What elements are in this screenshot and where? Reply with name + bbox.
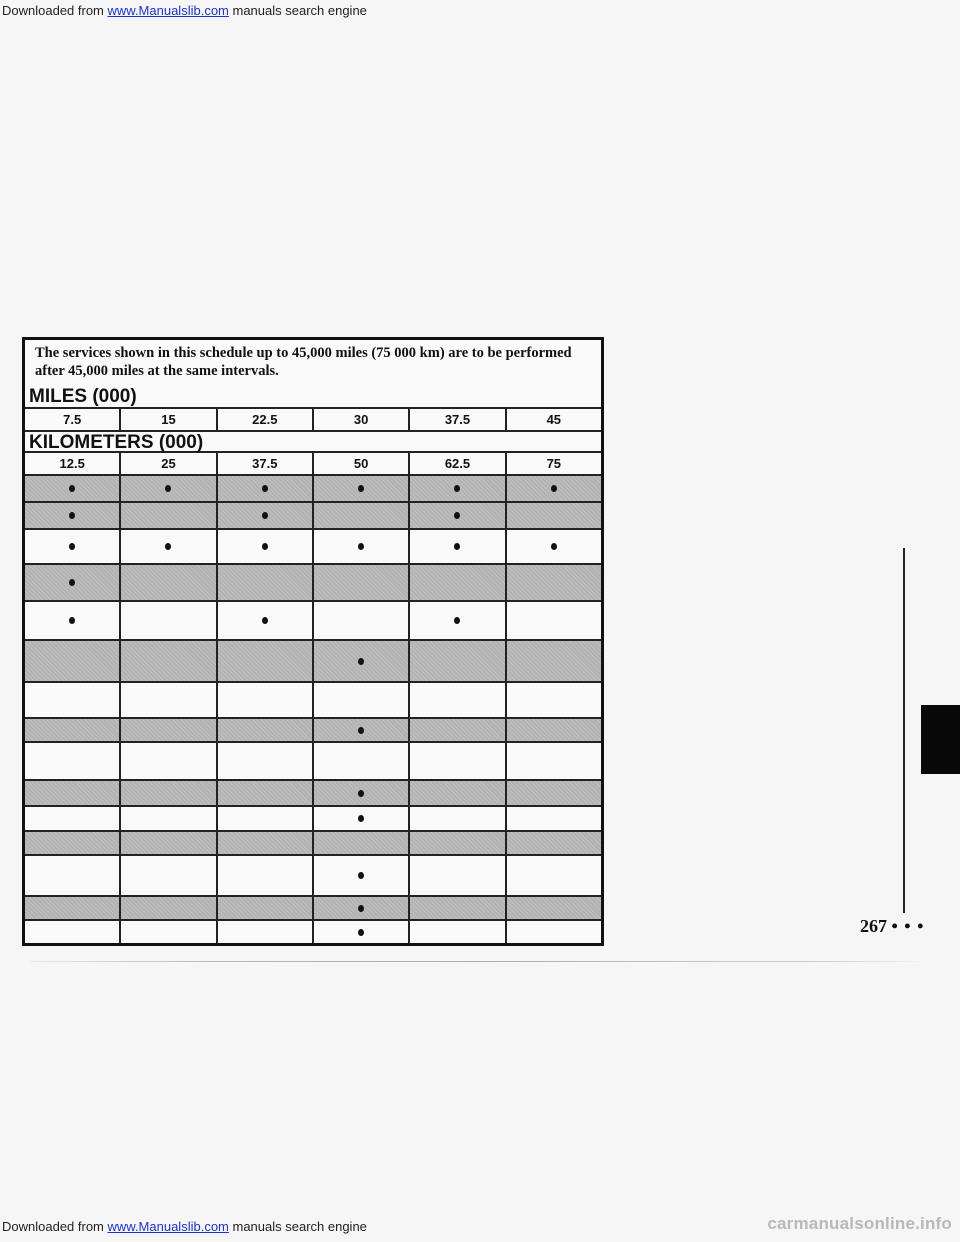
service-cell: [505, 856, 601, 895]
service-cell: [505, 897, 601, 919]
service-dot-icon: [551, 543, 557, 550]
service-cell: [408, 743, 504, 779]
kilometers-cell: 12.5: [59, 456, 85, 471]
service-cell: [25, 897, 119, 919]
service-row: [25, 717, 601, 741]
service-dot-icon: [358, 485, 364, 492]
service-cell: [216, 641, 312, 681]
service-cell: [408, 503, 504, 528]
service-cell: [505, 832, 601, 854]
manualslib-link[interactable]: www.Manualslib.com: [107, 1219, 229, 1234]
miles-heading: MILES (000): [29, 386, 137, 407]
service-cell: [25, 807, 119, 830]
service-cell: [216, 719, 312, 741]
service-cell: [119, 921, 215, 943]
kilometers-cell: 62.5: [408, 453, 504, 474]
service-cell: [408, 856, 504, 895]
service-cell: [119, 565, 215, 600]
banner-prefix: Downloaded from: [2, 3, 108, 18]
service-cell: [312, 530, 408, 563]
maintenance-schedule-table: [22, 337, 604, 946]
kilometers-cell: 25: [119, 453, 215, 474]
service-dot-icon: [165, 485, 171, 492]
section-tab-marker: [921, 705, 960, 774]
service-dot-icon: [358, 543, 364, 550]
source-banner-top: [0, 0, 960, 28]
service-cell: [505, 476, 601, 501]
service-cell: [505, 921, 601, 943]
service-cell: [408, 921, 504, 943]
service-dot-icon: [358, 790, 364, 797]
service-row: [25, 600, 601, 639]
service-dot-icon: [262, 485, 268, 492]
service-dot-icon: [454, 617, 460, 624]
service-cell: [216, 503, 312, 528]
service-cell: [119, 781, 215, 805]
service-cell: [119, 719, 215, 741]
service-cell: [312, 476, 408, 501]
service-cell: [216, 856, 312, 895]
service-dot-icon: [551, 485, 557, 492]
service-dot-icon: [358, 815, 364, 822]
service-cell: [216, 683, 312, 717]
service-cell: [312, 921, 408, 943]
service-dot-icon: [454, 485, 460, 492]
footer-rule: [30, 961, 920, 962]
service-cell: [25, 856, 119, 895]
service-dot-icon: [69, 512, 75, 519]
service-cell: [312, 503, 408, 528]
kilometers-cell: 50: [312, 453, 408, 474]
banner-prefix: Downloaded from: [2, 1219, 108, 1234]
service-cell: [216, 565, 312, 600]
service-row: [25, 563, 601, 600]
service-cell: [25, 565, 119, 600]
service-cell: [505, 781, 601, 805]
service-dot-icon: [358, 658, 364, 665]
miles-cell: 7.5: [63, 412, 82, 427]
service-cell: [408, 641, 504, 681]
service-cell: [312, 807, 408, 830]
service-cell: [312, 856, 408, 895]
service-cell: [119, 832, 215, 854]
service-dot-icon: [358, 929, 364, 936]
service-row: [25, 895, 601, 919]
service-cell: [408, 897, 504, 919]
kilometers-heading: KILOMETERS (000): [25, 430, 601, 451]
service-dot-icon: [454, 512, 460, 519]
service-dot-icon: [165, 543, 171, 550]
service-cell: [312, 602, 408, 639]
margin-rule: [903, 548, 905, 913]
manualslib-link[interactable]: www.Manualslib.com: [107, 3, 229, 18]
service-dot-icon: [358, 727, 364, 734]
service-cell: [119, 476, 215, 501]
service-row: [25, 830, 601, 854]
service-cell: [25, 832, 119, 854]
service-cell: [119, 602, 215, 639]
service-cell: [119, 641, 215, 681]
service-row: [25, 639, 601, 681]
service-cell: [312, 683, 408, 717]
service-cell: [119, 503, 215, 528]
service-cell: [119, 807, 215, 830]
service-dot-icon: [262, 512, 268, 519]
miles-cell: 22.5: [216, 409, 312, 430]
service-cell: [25, 921, 119, 943]
service-cell: [119, 856, 215, 895]
service-cell: [312, 743, 408, 779]
service-cell: [25, 743, 119, 779]
miles-cell: 30: [312, 409, 408, 430]
service-cell: [312, 832, 408, 854]
service-cell: [119, 683, 215, 717]
service-cell: [505, 743, 601, 779]
service-cell: [25, 683, 119, 717]
service-cell: [25, 503, 119, 528]
service-cell: [408, 719, 504, 741]
service-cell: [312, 565, 408, 600]
service-row: [25, 919, 601, 943]
service-cell: [216, 476, 312, 501]
service-cell: [216, 530, 312, 563]
service-row: [25, 779, 601, 805]
service-cell: [25, 719, 119, 741]
service-cell: [505, 719, 601, 741]
service-cell: [312, 781, 408, 805]
service-cell: [408, 530, 504, 563]
service-dot-icon: [69, 579, 75, 586]
schedule-note: The services shown in this schedule up to 45,000 miles (75 000 km) are to be performed after 45,000 miles at the same intervals.: [35, 345, 572, 379]
kilometers-cell: 75: [505, 453, 601, 474]
service-cell: [25, 781, 119, 805]
miles-cell: 15: [119, 409, 215, 430]
service-cell: [216, 832, 312, 854]
service-cell: [408, 832, 504, 854]
service-row: [25, 854, 601, 895]
service-row: [25, 474, 601, 501]
miles-cell: 45: [505, 409, 601, 430]
service-cell: [408, 602, 504, 639]
service-row: [25, 501, 601, 528]
service-cell: [505, 565, 601, 600]
miles-cell: 37.5: [408, 409, 504, 430]
service-row: [25, 681, 601, 717]
service-cell: [408, 807, 504, 830]
service-cell: [119, 530, 215, 563]
miles-row: [25, 407, 601, 430]
service-cell: [25, 641, 119, 681]
service-cell: [505, 807, 601, 830]
banner-suffix: manuals search engine: [228, 3, 367, 18]
service-cell: [216, 921, 312, 943]
service-cell: [505, 602, 601, 639]
service-cell: [216, 781, 312, 805]
page-number-dots: • • •: [891, 916, 925, 936]
service-cell: [505, 641, 601, 681]
service-cell: [25, 530, 119, 563]
service-cell: [312, 719, 408, 741]
service-cell: [216, 897, 312, 919]
banner-suffix: manuals search engine: [228, 1219, 367, 1234]
service-cell: [216, 807, 312, 830]
service-row: [25, 528, 601, 563]
service-cell: [408, 781, 504, 805]
page-number: [860, 916, 924, 937]
service-dot-icon: [262, 543, 268, 550]
service-dot-icon: [454, 543, 460, 550]
service-cell: [25, 476, 119, 501]
service-cell: [312, 897, 408, 919]
service-cell: [505, 503, 601, 528]
service-dot-icon: [358, 872, 364, 879]
page-number-value: 267: [860, 916, 887, 936]
watermark: carmanualsonline.info: [767, 1214, 952, 1233]
service-cell: [119, 897, 215, 919]
service-dot-icon: [69, 617, 75, 624]
service-dot-icon: [69, 543, 75, 550]
kilometers-row: [25, 451, 601, 474]
service-rows: [25, 474, 601, 943]
service-dot-icon: [358, 905, 364, 912]
service-cell: [408, 476, 504, 501]
service-dot-icon: [69, 485, 75, 492]
kilometers-cell: 37.5: [216, 453, 312, 474]
service-cell: [216, 743, 312, 779]
service-cell: [312, 641, 408, 681]
service-cell: [119, 743, 215, 779]
service-row: [25, 805, 601, 830]
service-cell: [408, 565, 504, 600]
service-cell: [505, 683, 601, 717]
service-cell: [216, 602, 312, 639]
service-cell: [505, 530, 601, 563]
service-cell: [408, 683, 504, 717]
service-row: [25, 741, 601, 779]
service-cell: [25, 602, 119, 639]
service-dot-icon: [262, 617, 268, 624]
